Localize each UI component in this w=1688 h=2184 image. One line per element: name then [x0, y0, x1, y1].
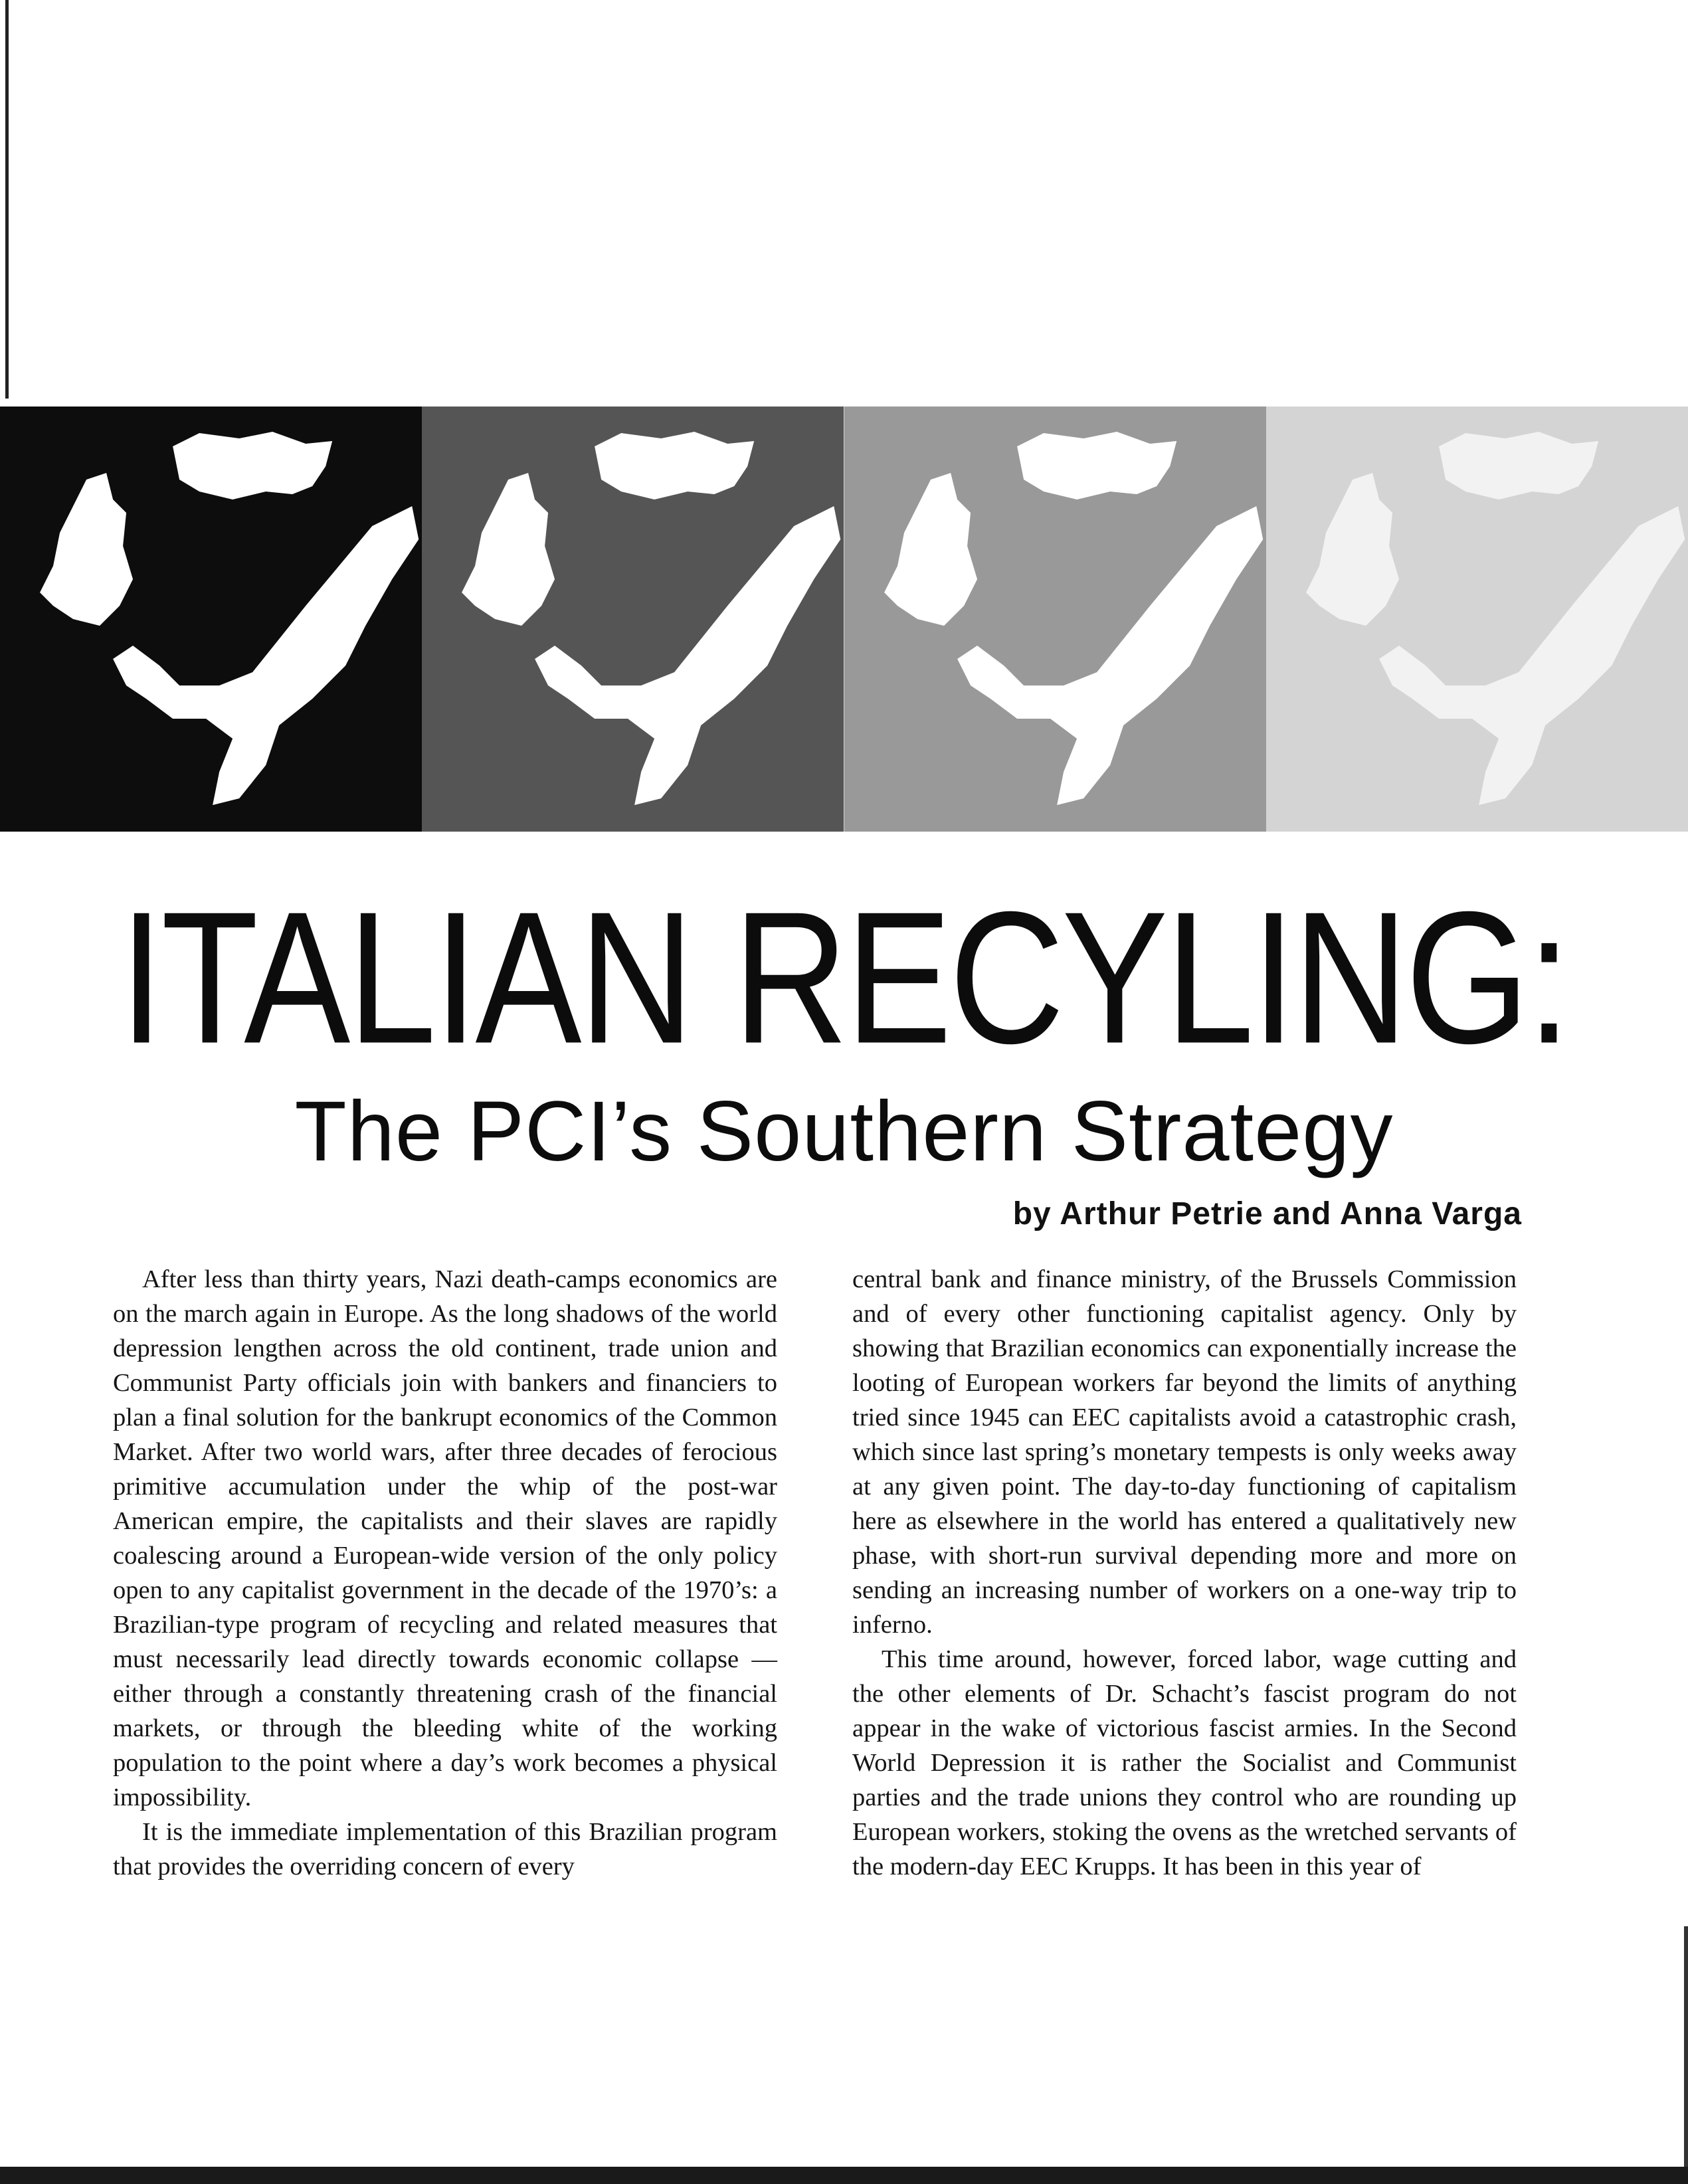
- page-edge-bottom: [0, 2167, 1688, 2184]
- map-panel-4: [1266, 407, 1688, 832]
- italy-map-icon: [844, 407, 1266, 832]
- italy-map-icon: [422, 407, 844, 832]
- italy-map-icon: [0, 407, 422, 832]
- page-edge-right: [1684, 1926, 1688, 2184]
- paragraph: It is the immediate implementation of this Brazilian program that provides the overriding concern of every: [113, 1818, 777, 1880]
- map-panel-3: [844, 407, 1266, 832]
- italy-map-icon: [1266, 407, 1688, 832]
- map-panel-1: [0, 407, 422, 832]
- article-column-left: [113, 1262, 777, 1884]
- article-title: ITALIAN RECYLING:: [119, 872, 1569, 1083]
- article-byline: by Arthur Petrie and Anna Varga: [1012, 1196, 1522, 1231]
- paragraph: central bank and finance ministry, of the Brussels Commission and of every other functioning capitalist agency. Only by showing that Brazilian economics can exponentially increase the looting of European workers far beyond the limits of anything tried since 1945 can EEC capitalists avoid a catastrophic crash, which since last spring’s monetary tempests is only weeks away at any given point. The day-to-day functioning of capitalism here as elsewhere in the world has entered a qualitatively new phase, with short-run survival depending more and more on sending an increasing number of workers on a one-way trip to inferno.: [852, 1265, 1517, 1639]
- page-edge-left: [5, 0, 9, 399]
- article-subtitle: The PCI’s Southern Strategy: [294, 1084, 1394, 1179]
- paragraph: After less than thirty years, Nazi death-camps economics are on the march again in Europe. As the long shadows of the world depression lengthen across the old continent, trade union and Communist Party officials join with bankers and financiers to plan a final solution for the bankrupt economics of the Common Market. After two world wars, after three decades of ferocious primitive accumulation under the whip of the post-war American empire, the capitalists and their slaves are rapidly coalescing around a European-wide version of the only policy open to any capitalist government in the decade of the 1970’s: a Brazilian-type program of recycling and related measures that must necessarily lead directly towards economic collapse — either through a constantly threatening crash of the financial markets, or through the bleeding white of the working population to the point where a day’s work becomes a physical impossibility.: [113, 1265, 777, 1811]
- paragraph: This time around, however, forced labor, wage cutting and the other elements of Dr. Schacht’s fascist program do not appear in the wake of victorious fascist armies. In the Second World Depression it is rather the Socialist and Communist parties and the trade unions they control who are rounding up European workers, stoking the ovens as the wretched servants of the modern-day EEC Krupps. It has been in this year of: [852, 1645, 1517, 1880]
- italy-map-banner: [0, 407, 1688, 832]
- article-column-right: [852, 1262, 1517, 1884]
- map-panel-2: [422, 407, 844, 832]
